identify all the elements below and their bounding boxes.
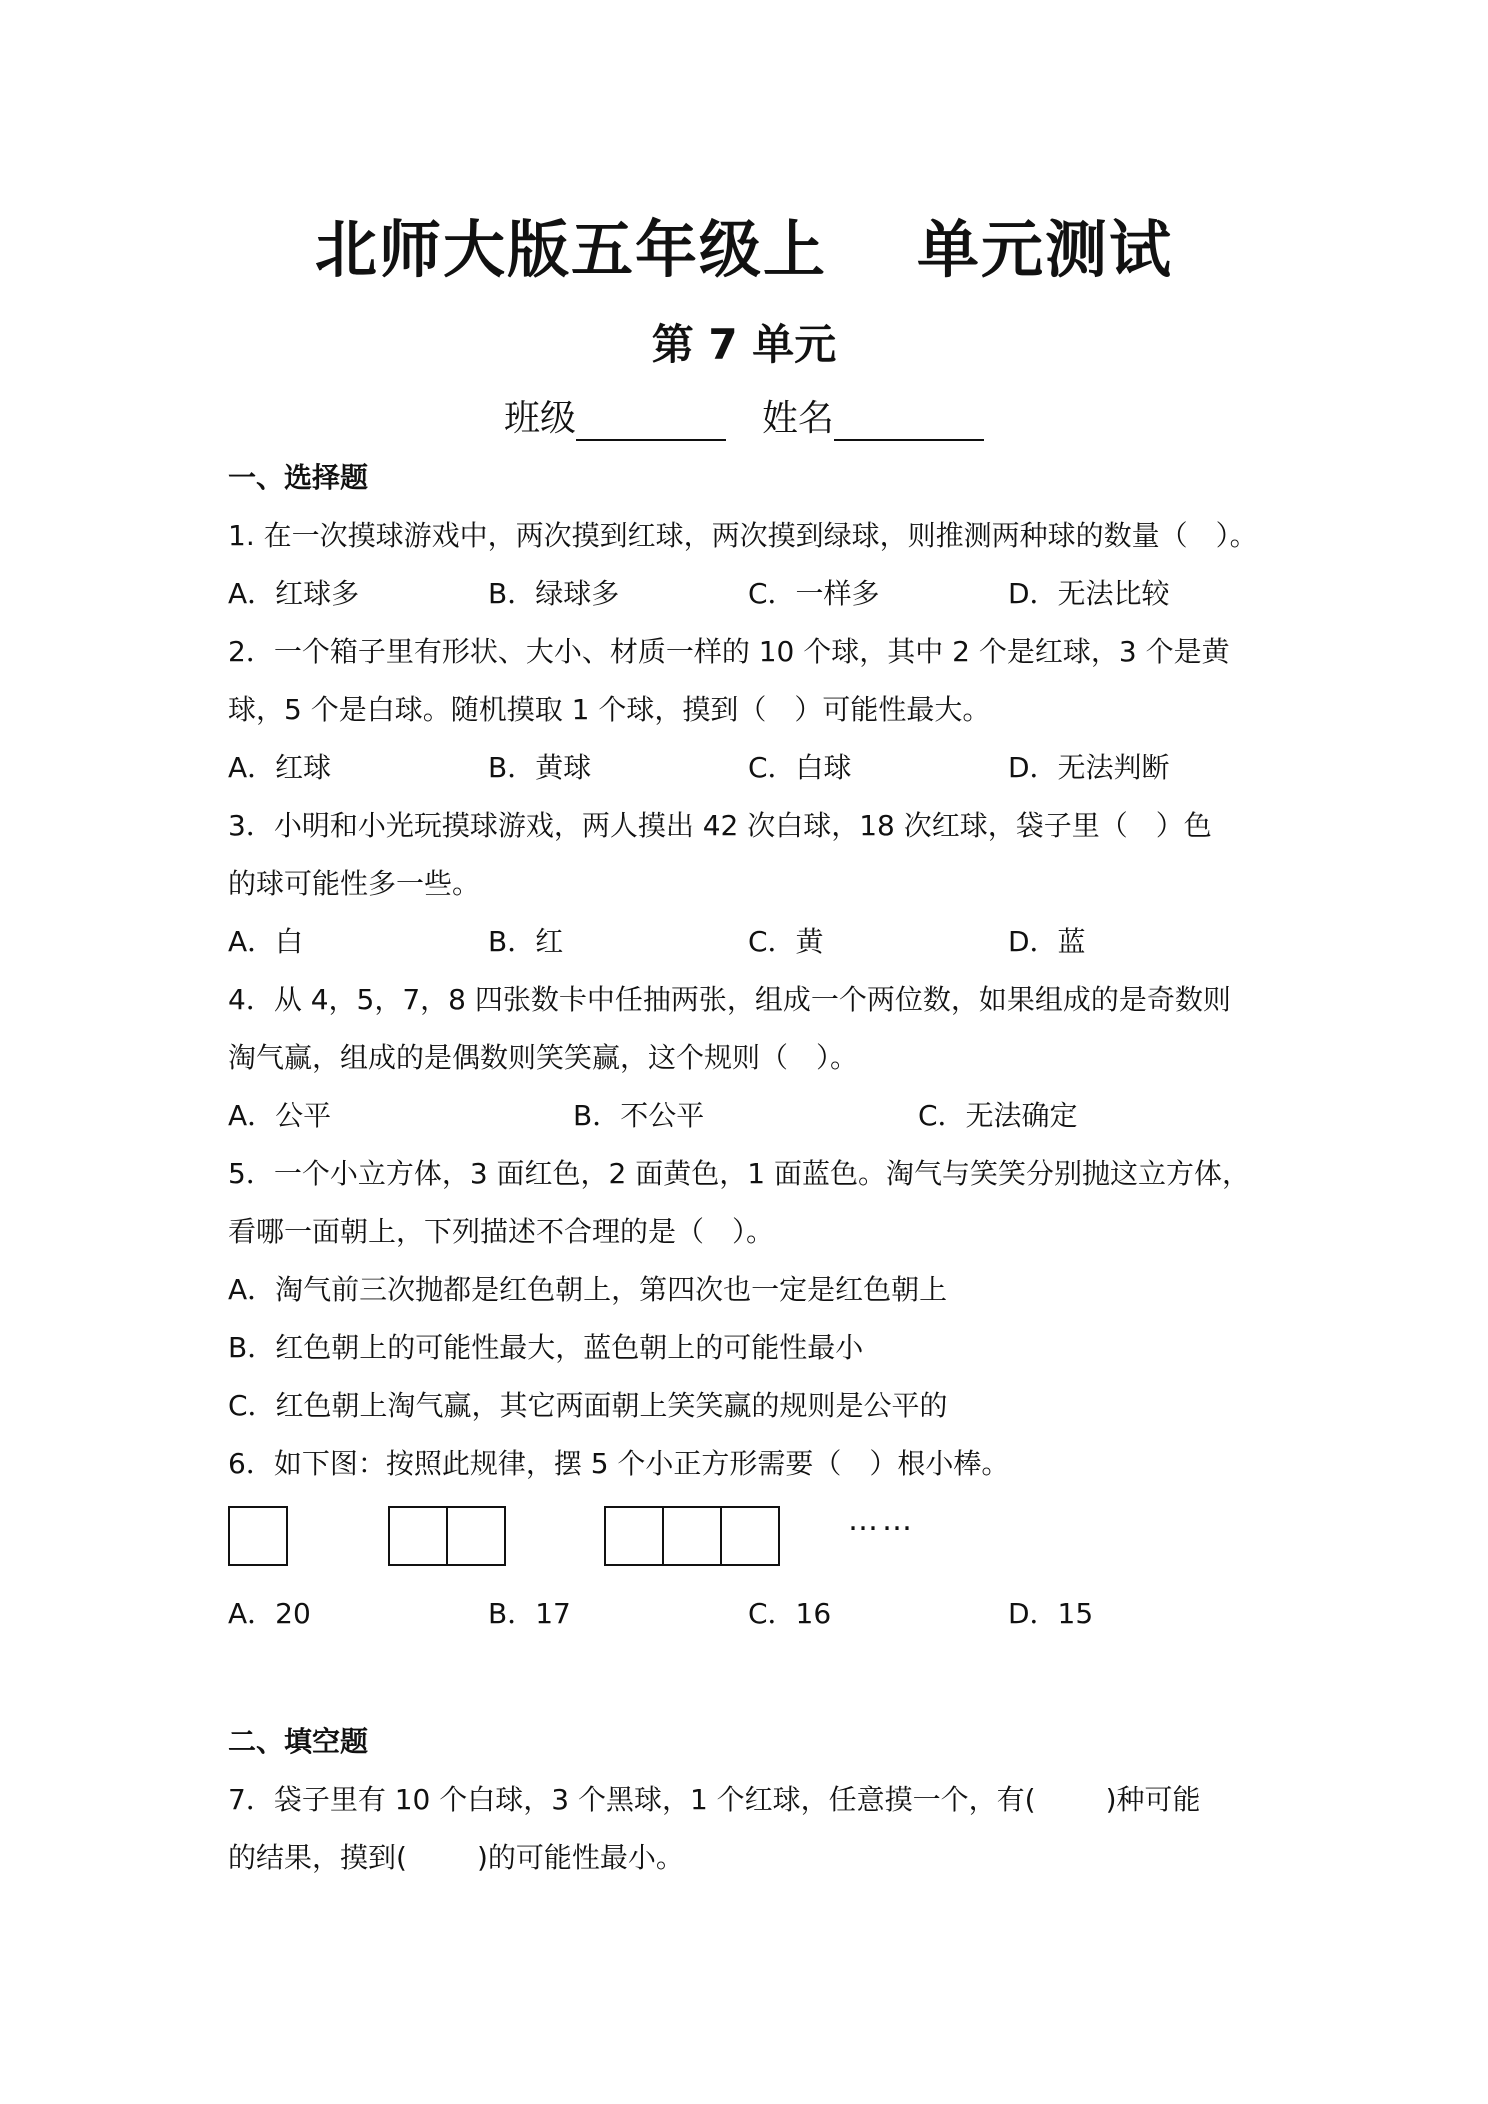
q3-text-line1: 3．小明和小光玩摸球游戏，两人摸出 42 次白球，18 次红球，袋子里（ ）色: [228, 809, 1212, 842]
title-left: 北师大版五年级上: [314, 213, 827, 286]
q3-options: [228, 922, 1288, 962]
q4-text-line1: 4．从 4，5，7，8 四张数卡中任抽两张，组成一个两位数，如果组成的是奇数则: [228, 983, 1231, 1016]
q6-options: [228, 1594, 1288, 1634]
pattern-ellipsis: ……: [848, 1503, 916, 1538]
q2-option-b[interactable]: B．黄球: [488, 751, 592, 784]
q3-text-line2: 的球可能性多一些。: [228, 867, 481, 900]
q6-option-b[interactable]: B．17: [488, 1597, 571, 1630]
q1-option-c[interactable]: C．一样多: [748, 577, 880, 610]
pattern-square: [228, 1506, 288, 1566]
q6-option-a[interactable]: A．20: [228, 1597, 311, 1630]
pattern-square: [604, 1506, 664, 1566]
q5-text-line2: 看哪一面朝上，下列描述不合理的是（ ）。: [228, 1215, 775, 1248]
q7-text-line1: [228, 1780, 1288, 1820]
section-heading-choice: 一、选择题: [228, 461, 369, 494]
q7-line2-part-a: 的结果，摸到(: [228, 1841, 407, 1874]
q6-text: 6．如下图：按照此规律，摆 5 个小正方形需要（ ）根小棒。: [228, 1447, 1010, 1480]
q5-option-a[interactable]: A．淘气前三次抛都是红色朝上，第四次也一定是红色朝上: [228, 1273, 948, 1306]
q2-option-d[interactable]: D．无法判断: [1008, 751, 1170, 784]
class-blank[interactable]: [576, 401, 726, 441]
unit-subtitle: 第 7 单元: [651, 320, 837, 369]
pattern-square: [720, 1506, 780, 1566]
q6-option-d[interactable]: D．15: [1008, 1597, 1094, 1630]
q6-square-pattern-figure: [228, 1503, 1288, 1566]
q2-text-line2: 球，5 个是白球。随机摸取 1 个球，摸到（ ）可能性最大。: [228, 693, 991, 726]
q4-option-c[interactable]: C．无法确定: [918, 1099, 1078, 1132]
q2-options: [228, 748, 1288, 788]
q6-option-c[interactable]: C．16: [748, 1597, 832, 1630]
name-blank[interactable]: [834, 401, 984, 441]
pattern-square: [662, 1506, 722, 1566]
q3-option-a[interactable]: A．白: [228, 925, 304, 958]
title-right: 单元测试: [917, 213, 1174, 286]
q7-line2-part-b: )的可能性最小。: [476, 1841, 684, 1874]
q4-text-line2: 淘气赢，组成的是偶数则笑笑赢，这个规则（ ）。: [228, 1041, 859, 1074]
page-title: [0, 200, 1488, 289]
pattern-square: [388, 1506, 448, 1566]
q4-option-b[interactable]: B．不公平: [573, 1099, 705, 1132]
q2-option-c[interactable]: C．白球: [748, 751, 852, 784]
q7-line1-part-b: )种可能: [1105, 1783, 1201, 1816]
q1-option-b[interactable]: B．绿球多: [488, 577, 620, 610]
pattern-square: [446, 1506, 506, 1566]
q7-text-line2: [228, 1838, 1288, 1878]
name-label: 姓名: [762, 398, 835, 439]
q3-option-b[interactable]: B．红: [488, 925, 564, 958]
student-info-line: [0, 390, 1488, 441]
q3-option-d[interactable]: D．蓝: [1008, 925, 1086, 958]
q5-text-line1: 5．一个小立方体，3 面红色，2 面黄色，1 面蓝色。淘气与笑笑分别抛这立方体，: [228, 1157, 1250, 1190]
q5-option-c[interactable]: C．红色朝上淘气赢，其它两面朝上笑笑赢的规则是公平的: [228, 1389, 948, 1422]
q4-options: [228, 1096, 1288, 1136]
q1-option-a[interactable]: A．红球多: [228, 577, 360, 610]
q5-option-b[interactable]: B．红色朝上的可能性最大，蓝色朝上的可能性最小: [228, 1331, 864, 1364]
q3-option-c[interactable]: C．黄: [748, 925, 824, 958]
q1-option-d[interactable]: D．无法比较: [1008, 577, 1170, 610]
question-content: [228, 458, 1288, 1896]
q2-option-a[interactable]: A．红球: [228, 751, 332, 784]
q2-text-line1: 2．一个箱子里有形状、大小、材质一样的 10 个球，其中 2 个是红球，3 个是黄: [228, 635, 1230, 668]
q1-text: 1. 在一次摸球游戏中，两次摸到红球，两次摸到绿球，则推测两种球的数量（ ）。: [228, 519, 1258, 552]
class-label: 班级: [503, 398, 576, 439]
q7-line1-part-a: 7．袋子里有 10 个白球，3 个黑球，1 个红球，任意摸一个，有(: [228, 1783, 1036, 1816]
q4-option-a[interactable]: A．公平: [228, 1099, 332, 1132]
q1-options: [228, 574, 1288, 614]
section-heading-fill: 二、填空题: [228, 1725, 369, 1758]
